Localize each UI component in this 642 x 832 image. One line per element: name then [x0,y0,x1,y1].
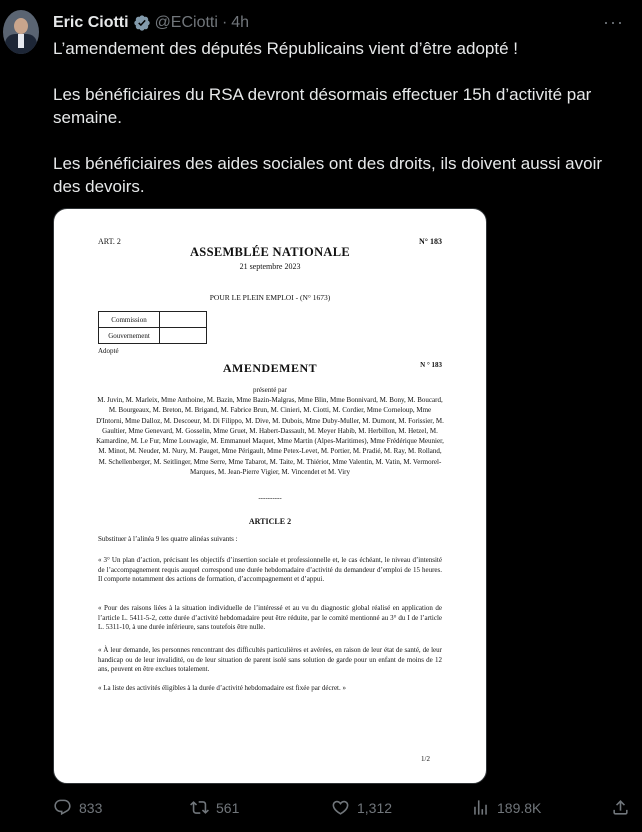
reply-icon [53,798,72,817]
doc-amendment-title: AMENDEMENT [222,361,318,375]
views-chart-icon [471,798,490,817]
tweet-timestamp[interactable]: 4h [231,14,250,31]
reply-count: 833 [79,799,103,816]
doc-number-small: N ° 183 [420,361,442,369]
doc-paragraph-2: « Pour des raisons liées à la situation individuelle de l’intéressé et au vu du diagnostic global réalisé en application de l’article L. 5411-5-2, cette durée d’activité hebdomadaire peut être réduite, par le comité mentionné au 3° du I de l’article L. 5311-10, à une durée inférieure, sans toutefois être nulle. [98,604,442,632]
amendment-document [54,209,486,783]
avatar-shirt [18,34,24,48]
tweet-paragraph-1: L’amendement des députés Républicains vient d’être adopté ! [53,39,518,58]
doc-article-heading: ARTICLE 2 [248,517,292,526]
like-button[interactable] [331,798,392,817]
doc-bill-title: POUR LE PLEIN EMPLOI - (N° 1673) [209,293,331,302]
like-count: 1,312 [357,799,393,816]
tweet-actions [53,798,633,818]
doc-adopted-label: Adopté [98,347,119,355]
views-button[interactable] [471,798,541,817]
doc-paragraph-4: « La liste des activités éligibles à la durée d’activité hebdomadaire est fixée par décret. » [98,684,347,692]
doc-commission-box [160,312,207,328]
views-count: 189.8K [497,799,542,816]
doc-substitute-line: Substituer à l’alinéa 9 les quatre alinéas suivants : [98,535,238,543]
author-name[interactable]: Eric Ciotti [53,14,129,31]
tweet-paragraph-2: Les bénéficiaires du RSA devront désormais effectuer 15h d’activité par semaine. [53,85,592,127]
doc-page-number: 1/2 [421,755,430,763]
doc-article-label: ART. 2 [98,237,121,246]
doc-paragraph-1: « 3° Un plan d’action, précisant les objectifs d’insertion sociale et professionnelle et, le cas échéant, le niveau d’intensité de l’accompagnement requis auquel correspond une durée hebdomadaire d’activité du demandeur d’emploi de 15 heures. Il comporte notamment des actions de formation, d’accompagnement et d’appui. [98,556,442,584]
doc-presented-by: présenté par [252,386,287,394]
tweet-media-image[interactable] [53,208,487,784]
repost-button[interactable] [190,798,239,817]
doc-paragraph-3: « À leur demande, les personnes rencontrant des difficultés particulières et avérées, en raison de leur état de santé, de leur handicap ou de leur invalidité, ou de leur situation de parent isolé sans solution de garde pour un enfant de moins de 12 ans, peuvent en être exclues totalement. [98,646,442,674]
doc-status-table [98,311,207,344]
reply-button[interactable] [53,798,102,817]
avatar-face [14,18,28,34]
doc-assembly-title: ASSEMBLÉE NATIONALE [189,245,351,259]
share-icon [611,798,630,817]
verified-badge-icon[interactable] [133,14,151,32]
doc-date: 21 septembre 2023 [239,262,301,271]
author-handle[interactable]: @ECiotti [154,14,218,31]
share-button[interactable] [611,798,637,817]
tweet-text [53,37,628,221]
author-avatar[interactable] [3,10,39,54]
doc-government-label: Gouvernement [99,328,160,344]
repost-count: 561 [216,799,240,816]
repost-icon [190,798,209,817]
doc-commission-label: Commission [99,312,160,328]
tweet-header [53,12,249,34]
doc-separator: ---------- [258,494,282,502]
header-separator: · [221,14,228,31]
doc-government-box [160,328,207,344]
doc-authors: M. Juvin, M. Marleix, Mme Anthoine, M. Bazin, Mme Bazin-Malgras, Mme Blin, Mme Bonnivard, M. Bony, M. Boucard, M. Bourgeaux, M. Breton, M. Brigand, M. Fabrice Brun, M. Cinieri, M. Ciotti, M. Cordier, Mme Corneloup, Mme D'Intorni, Mme Dalloz, M. Descoeur, M. Di Filippo, M. Dive, M. Dubois, Mme Duby-Muller, M. Dumont, M. Forissier, M. Gaultier, Mme Genevard, M. Gosselin, Mme Gruet, M. Habert-Dassault, M. Meyer Habib, M. Herbillon, M. Hetzel, M. Kamardine, M. Le Fur, Mme Louwagie, M. Emmanuel Maquet, Mme Martin (Alpes-Maritimes), Mme Frédérique Meunier, M. Minot, M. Neuder, M. Nury, M. Pauget, Mme Périgault, Mme Petex-Levet, M. Portier, M. Pradié, M. Ray, M. Rolland, M. Schellenberger, M. Seitlinger, Mme Serre, Mme Tabarot, M. Taite, M. Thiériot, Mme Valentin, M. Vatin, M. Vermorel-Marques, M. Jean-Pierre Vigier, M. Vincendet et M. Viry [96,396,444,477]
heart-icon [331,798,350,817]
tweet-paragraph-3: Les bénéficiaires des aides sociales ont des droits, ils doivent aussi avoir des devoirs. [53,154,603,196]
doc-number: N° 183 [419,237,442,246]
more-options-icon[interactable]: ··· [603,12,624,32]
